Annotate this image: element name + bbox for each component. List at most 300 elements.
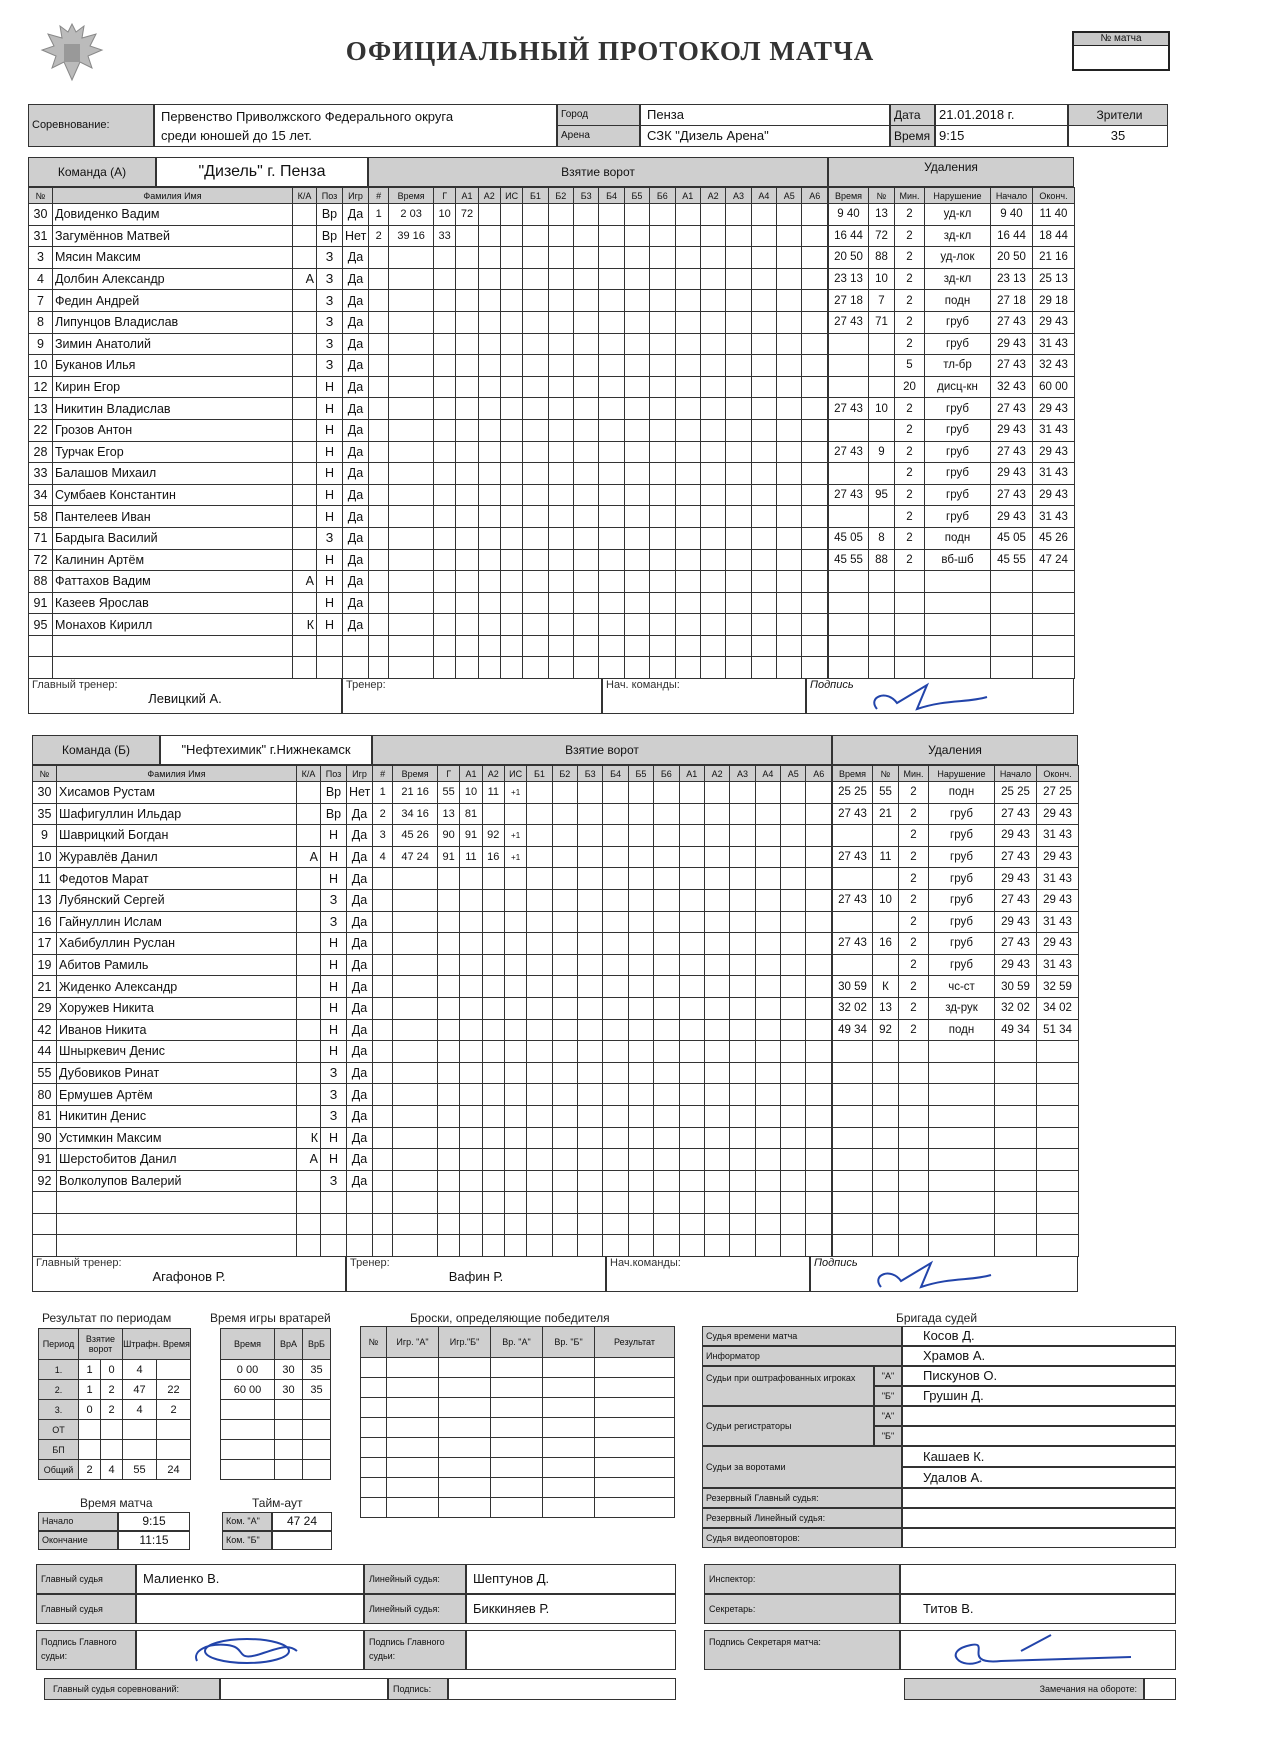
goal-cell [751,225,776,247]
goal-cell [433,311,455,333]
goal-cell [700,290,725,312]
shootout-cell [543,1478,595,1498]
goal-cell [548,549,573,571]
penalty-start: 20 50 [991,247,1033,269]
goal-row [373,1019,832,1041]
goal-cell [650,614,675,636]
match-end-label: Окончание [38,1531,118,1550]
reserve-main-value [902,1488,1176,1508]
penalty-infraction: подн [929,1019,995,1041]
penalty-infraction [925,571,991,593]
goal-cell [654,1019,679,1041]
penalty-start: 29 43 [991,506,1033,528]
goal-cell [393,1084,438,1106]
penalty-row [833,1019,1079,1041]
penalty-player: 9 [869,441,895,463]
player-number [33,1235,57,1257]
penalty-end: 31 43 [1037,954,1079,976]
player-name [53,657,293,679]
goal-cell [802,376,828,398]
player-name: Пантелеев Иван [53,506,293,528]
goal-cell [523,635,548,657]
player-position: Н [321,1149,347,1171]
goal-cell [527,954,552,976]
gk-value: 60 00 [221,1380,275,1400]
goal-cell [393,1105,438,1127]
penalty-minutes [895,571,925,593]
goal-col-header: Г [437,766,459,782]
goal-cell [460,1235,482,1257]
goal-cell [548,398,573,420]
penalty-start [995,1105,1037,1127]
goal-cell [456,441,478,463]
goal-cell [755,1192,780,1214]
goal-cell [369,311,389,333]
goal-cell [654,1041,679,1063]
player-position: З [321,1062,347,1084]
goal-col-header: А2 [704,766,729,782]
goal-cell [599,290,624,312]
goal-cell [806,1084,832,1106]
goal-cell [679,1127,704,1149]
penalty-time [833,1062,873,1084]
goal-row [373,1084,832,1106]
goal-cell [478,463,500,485]
player-plays: Да [343,614,369,636]
player-col-header: К/А [293,188,317,204]
player-position: З [321,1170,347,1192]
goal-cell [482,1149,504,1171]
player-plays: Да [343,592,369,614]
player-col-header: Поз [321,766,347,782]
penalty-row [829,355,1075,377]
shootout-cell [387,1378,439,1398]
goal-cell [704,933,729,955]
penalty-judge-b-tag: "Б" [874,1386,902,1406]
goal-cell [478,441,500,463]
player-number: 10 [29,355,53,377]
gk-value [303,1440,331,1460]
penalty-row [833,1041,1079,1063]
period-value [157,1440,191,1460]
shootout-col-header: № [361,1327,387,1358]
goal-cell [437,933,459,955]
penalty-end: 31 43 [1037,911,1079,933]
penalty-end: 51 34 [1037,1019,1079,1041]
goal-cell [389,333,434,355]
penalty-time: 32 02 [833,997,873,1019]
table-row [33,954,373,976]
goal-cell [574,311,599,333]
goal-cell [777,635,802,657]
goal-cell [369,635,389,657]
penalty-infraction [925,635,991,657]
goal-cell [552,933,577,955]
goal-cell [548,268,573,290]
goal-col-header: А4 [755,766,780,782]
goal-cell [437,1170,459,1192]
shootout-cell [361,1378,387,1398]
goal-cell [500,204,522,226]
goal-row [373,1235,832,1257]
goal-cell [437,997,459,1019]
goal-col-header: А6 [802,188,828,204]
player-number [33,1213,57,1235]
team-a-section [28,157,1170,714]
goal-cell [578,803,603,825]
goal-row [369,506,828,528]
goal-cell [578,1019,603,1041]
goal-cell [624,247,649,269]
penalty-player [873,1041,899,1063]
goal-cell [393,933,438,955]
penalty-start [995,1170,1037,1192]
table-row [33,1084,373,1106]
goal-cell [548,376,573,398]
goal-cell [726,463,751,485]
table-row [29,247,369,269]
player-number: 35 [33,803,57,825]
period-name: БП [39,1440,79,1460]
penalty-end: 29 43 [1033,441,1075,463]
table-row [29,484,369,506]
goal-cell [433,592,455,614]
notes-label: Замечания на обороте: [904,1678,1144,1700]
goal-cell [603,911,628,933]
goal-cell [456,592,478,614]
goal-cell [675,398,700,420]
player-number: 9 [33,825,57,847]
penalty-row [829,592,1075,614]
goal-cell: +1 [504,825,526,847]
penalty-row [829,614,1075,636]
goal-cell [574,419,599,441]
goal-cell [726,592,751,614]
goal-cell [393,1149,438,1171]
goal-cell [373,1019,393,1041]
shootout-row [361,1458,675,1478]
goal-row [369,419,828,441]
penalty-infraction [929,1149,995,1171]
penalty-start: 29 43 [995,911,1037,933]
penalty-player: 92 [873,1019,899,1041]
competition-value [154,104,557,147]
goal-cell: 16 [482,846,504,868]
goal-cell [603,976,628,998]
goal-cell [527,1105,552,1127]
goal-cell [482,954,504,976]
goal-cell [369,571,389,593]
goal-cell [369,506,389,528]
goal-col-header: ИС [500,188,522,204]
penalty-time: 27 43 [829,484,869,506]
goal-cell [574,549,599,571]
penalty-end: 27 25 [1037,782,1079,804]
team_b-coach-label: Тренер: [350,1257,390,1270]
player-role [293,311,317,333]
goal-col-header: Б4 [599,188,624,204]
penalty-start: 23 13 [991,268,1033,290]
goal-cell [433,268,455,290]
penalty-minutes: 2 [895,527,925,549]
penalty-minutes: 2 [899,933,929,955]
goal-cell [650,376,675,398]
penalty-infraction: груб [925,333,991,355]
goal-cell [755,1041,780,1063]
penalty-player: 88 [869,247,895,269]
penalty-start [991,657,1033,679]
goal-cell [433,376,455,398]
penalty-start: 27 43 [995,803,1037,825]
shootout-cell [491,1498,543,1518]
goal-cell [369,355,389,377]
goal-cell [679,1149,704,1171]
period-value: 4 [101,1460,123,1480]
goal-cell [389,376,434,398]
penalty-row [829,268,1075,290]
goal-cell [460,997,482,1019]
penalty-player [869,635,895,657]
shootout-title: Броски, определяющие победителя [410,1311,610,1325]
player-plays: Да [347,1105,373,1127]
goal-cell [433,635,455,657]
penalty-row [833,868,1079,890]
goal-cell [755,1084,780,1106]
goal-cell [781,911,806,933]
line-referee-1-value: Шептунов Д. [466,1564,676,1594]
penalty-judges-label: Судьи при оштрафованных игроках [702,1366,874,1406]
penalty-end: 31 43 [1033,333,1075,355]
goal-cell [504,976,526,998]
gk-value [221,1440,275,1460]
player-number: 71 [29,527,53,549]
goal-cell [599,398,624,420]
goal-cell [437,868,459,890]
penalty-end [1037,1235,1079,1257]
team_a-penalties-table [828,187,1075,679]
player-role [297,954,321,976]
goal-cell [504,1192,526,1214]
goal-cell [389,419,434,441]
goal-cell [578,1170,603,1192]
goal-cell [389,268,434,290]
goal-cell [654,1213,679,1235]
penalty-row [833,1062,1079,1084]
notes-checkbox[interactable] [1144,1678,1176,1700]
goal-cell [500,419,522,441]
period-value [101,1440,123,1460]
player-position: З [317,247,343,269]
goal-cell [504,1084,526,1106]
player-number: 30 [33,782,57,804]
competition-ref-label: Главный судья соревнований: [44,1678,220,1700]
penalty-player [869,657,895,679]
team_a-coach-row [28,678,1074,714]
goal-cell [552,976,577,998]
penalty-minutes: 2 [895,204,925,226]
team_a-signature-box [806,678,1074,714]
penalty-player [869,376,895,398]
penalty-start: 29 43 [995,954,1037,976]
match-number-input[interactable] [1074,46,1168,68]
player-plays: Нет [343,225,369,247]
goal-cell [548,484,573,506]
shootout-cell [439,1358,491,1378]
goal-cell [675,419,700,441]
penalty-minutes: 2 [895,484,925,506]
main-referee-1-value: Малиенко В. [136,1564,364,1594]
player-plays: Нет [347,782,373,804]
goal-cell [730,933,755,955]
goal-cell [478,614,500,636]
player-name: Шерстобитов Данил [57,1149,297,1171]
table-row [29,571,369,593]
player-role [297,933,321,955]
goal-cell [777,204,802,226]
goal-cell [437,976,459,998]
table-row [33,1105,373,1127]
goal-cell [527,782,552,804]
shootout-cell [387,1438,439,1458]
player-name: Хоружев Никита [57,997,297,1019]
goal-cell [437,954,459,976]
penalty-infraction: груб [925,419,991,441]
goal-cell [704,1019,729,1041]
goal-cell [730,889,755,911]
goal-cell [751,247,776,269]
table-row [29,355,369,377]
player-role [293,204,317,226]
goal-cell [675,441,700,463]
penalty-end: 21 16 [1033,247,1075,269]
goal-cell [755,803,780,825]
goal-cell [675,355,700,377]
goal-row [373,803,832,825]
goal-cell [628,997,653,1019]
goal-cell [777,463,802,485]
goal-cell [700,549,725,571]
gk-row [221,1460,331,1480]
timeout-b-label: Ком. "Б" [222,1531,272,1550]
penalty-start [991,592,1033,614]
goal-cell [806,933,832,955]
penalty-infraction [929,1062,995,1084]
goal-cell [650,247,675,269]
player-role [297,1213,321,1235]
penalty-end: 31 43 [1033,419,1075,441]
goal-cell [654,803,679,825]
goal-cell [504,889,526,911]
goal-cell [574,441,599,463]
shootout-cell [439,1478,491,1498]
goal-cell [482,976,504,998]
penalty-time: 23 13 [829,268,869,290]
goal-cell [574,355,599,377]
goal-cell [603,1019,628,1041]
video-judge-value [902,1528,1176,1548]
penalty-time [833,1192,873,1214]
competition-line-1: Первенство Приволжского Федерального округа [161,109,454,124]
player-plays [347,1235,373,1257]
penalty-end: 29 43 [1037,889,1079,911]
goal-cell: 39 16 [389,225,434,247]
goal-cell [552,868,577,890]
goal-row [369,333,828,355]
goal-cell [504,1235,526,1257]
player-number: 91 [33,1149,57,1171]
goal-cell [654,997,679,1019]
goal-cell [650,635,675,657]
goal-cell [654,1235,679,1257]
goal-cell [527,997,552,1019]
penalty-col-header: Оконч. [1037,766,1079,782]
goal-cell [456,614,478,636]
goal-cell [781,1170,806,1192]
goal-cell [726,225,751,247]
goal-cell [704,1149,729,1171]
team_b-head-coach [32,1256,346,1292]
goal-cell [650,355,675,377]
page-title: ОФИЦИАЛЬНЫЙ ПРОТОКОЛ МАТЧА [345,36,875,66]
penalty-time [833,1170,873,1192]
goal-cell [806,1149,832,1171]
goal-cell [527,825,552,847]
shootout-col-header: Игр. "А" [387,1327,439,1358]
time-label: Время [890,125,935,147]
shootout-cell [595,1398,675,1418]
goal-row [373,1192,832,1214]
goal-cell [730,911,755,933]
goal-cell [548,592,573,614]
table-row [29,311,369,333]
goal-col-header: А4 [751,188,776,204]
shootout-row [361,1418,675,1438]
goal-cell [781,1213,806,1235]
goal-col-header: Б6 [650,188,675,204]
goal-cell [675,506,700,528]
goal-cell [552,1041,577,1063]
goal-cell [482,868,504,890]
goal-cell [679,1235,704,1257]
shootout-col-header: Вр. "Б" [543,1327,595,1358]
penalty-time [829,376,869,398]
goal-cell [730,1084,755,1106]
player-number: 12 [29,376,53,398]
goal-cell [650,571,675,593]
shootout-cell [439,1418,491,1438]
goal-cell [603,1084,628,1106]
team_a-coach-signature [807,679,1074,714]
penalty-minutes: 2 [895,549,925,571]
team_a-team-chief [602,678,806,714]
penalty-infraction: груб [925,311,991,333]
eagle-emblem-icon [32,16,112,88]
penalty-end: 34 02 [1037,997,1079,1019]
player-number: 19 [33,954,57,976]
team-b-section [32,735,1174,1292]
player-plays: Да [347,911,373,933]
goal-cell [806,1192,832,1214]
registrar-b-tag: "Б" [874,1426,902,1446]
gk-value [303,1420,331,1440]
penalty-time [829,657,869,679]
goal-cell [628,868,653,890]
goal-cell [806,1062,832,1084]
goal-cell [523,204,548,226]
goal-cell [478,635,500,657]
gk-value: 0 00 [221,1360,275,1380]
penalty-row [833,782,1079,804]
